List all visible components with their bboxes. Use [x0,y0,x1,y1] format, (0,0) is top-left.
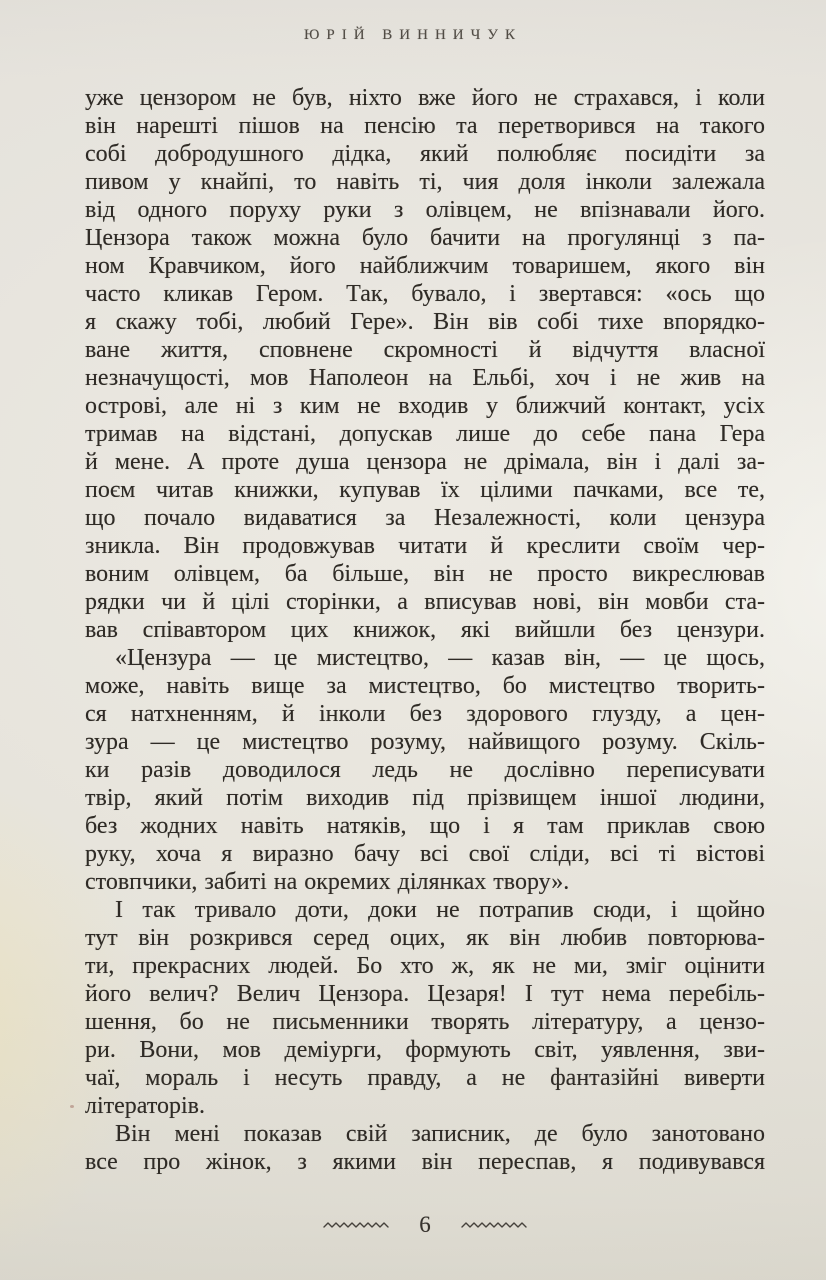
text-line: Він мені показав свій записник, де було занотовано [115,1121,765,1147]
running-header-author: ЮРІЙ ВИННИЧУК [303,27,523,43]
text-line: пивом у кнайпі, то навіть ті, чия доля інколи залежала [85,169,765,195]
text-line: уже цензором не був, ніхто вже його не страхався, і коли [85,85,765,111]
page-footer [12,1212,826,1238]
text-line: ри. Вони, мов деміурги, формують світ, уявлення, зви- [85,1037,765,1063]
text-line: І так тривало доти, доки не потрапив сюди, і щойно [115,897,765,923]
text-line: рядки чи й цілі сторінки, а вписував нові, він мовби ста- [85,589,765,615]
text-line: літераторів. [85,1093,205,1119]
text-line: ся натхненням, й інколи без здорового глузду, а цен- [85,701,765,727]
text-line: незначущості, мов Наполеон на Ельбі, хоч і не жив на [85,365,765,391]
text-line: від одного поруху руки з олівцем, не впізнавали його. [85,197,765,223]
text-line: тримав на відстані, допускав лише до себе пана Гера [85,421,765,447]
text-line: часто кликав Гером. Так, бувало, і звертався: «ось що [85,281,765,307]
text-line: чаї, мораль і несуть правду, а не фантазійні виверти [85,1065,765,1091]
text-line: шення, бо не письменники творять літературу, а цензо- [85,1009,765,1035]
text-line: воним олівцем, ба більше, він не просто викреслював [85,561,765,587]
text-line: зура — це мистецтво розуму, найвищого розуму. Скіль- [85,729,765,755]
text-line: що почало видаватися за Незалежності, коли цензура [85,505,765,531]
text-line: його велич? Велич Цензора. Цезаря! І тут нема перебіль- [85,981,765,1007]
text-line: вав співавтором цих книжок, які вийшли без цензури. [85,617,765,643]
text-line: стовпчики, забиті на окремих ділянках твору». [85,869,570,895]
text-line: острові, але ні з ким не входив у ближчий контакт, усіх [85,393,765,419]
text-line: ки разів доводилося ледь не дослівно переписувати [85,757,765,783]
zigzag-ornament-right [461,1220,527,1230]
text-block [85,84,765,1176]
text-line: й мене. А проте душа цензора не дрімала, він і далі за- [85,449,765,475]
scan-speck [70,1105,74,1108]
text-line: зникла. Він продовжував читати й креслити своїм чер- [85,533,765,559]
text-line: все про жінок, з якими він переспав, я подивувався [85,1149,765,1175]
text-line: без жодних навіть натяків, що і я там приклав свою [85,813,765,839]
text-line: твір, який потім виходив під прізвищем іншої людини, [85,785,765,811]
text-line: ном Кравчиком, його найближчим товаришем, якого він [85,253,765,279]
text-line: собі добродушного дідка, який полюбляє посидіти за [85,141,765,167]
text-line: ти, прекрасних людей. Бо хто ж, як не ми, зміг оцінити [85,953,765,979]
text-line: «Цензура — це мистецтво, — казав він, — це щось, [115,645,765,671]
text-line: Цензора також можна було бачити на прогулянці з па- [85,225,765,251]
text-line: я скажу тобі, любий Гере». Він вів собі тихе впорядко- [85,309,765,335]
zigzag-ornament-left [323,1220,389,1230]
text-line: поєм читав книжки, купував їх цілими пачками, все те, [85,477,765,503]
text-line: ване життя, сповнене скромності й відчуття власної [85,337,765,363]
text-line: тут він розкрився серед оцих, як він любив повторюва- [85,925,765,951]
text-line: він нарешті пішов на пенсію та перетворився на такого [85,113,765,139]
page-number: 6 [419,1212,431,1237]
text-line: може, навіть вище за мистецтво, бо мистецтво творить- [85,673,765,699]
text-line: руку, хоча я виразно бачу всі свої сліди, всі ті вістові [85,841,765,867]
